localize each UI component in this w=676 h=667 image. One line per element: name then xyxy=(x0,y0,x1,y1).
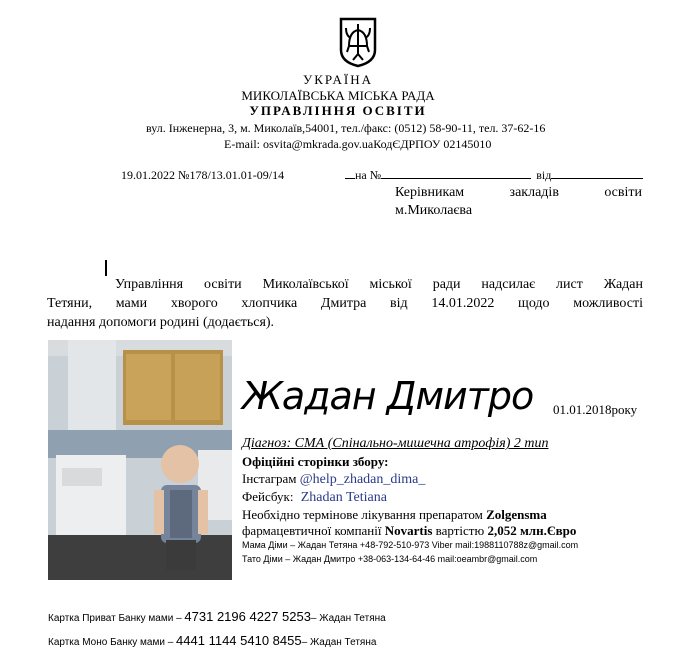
facebook-link[interactable]: Zhadan Tetiana xyxy=(300,490,387,505)
letter-date-number: 19.01.2022 №178/13.01.01-09/14 xyxy=(121,168,285,182)
recipient-line-2: м.Миколаєва xyxy=(395,203,473,218)
mother-contact: Мама Діми – Жадан Тетяна +48-792-510-973 Viber mail:1988110788z@gmail.com xyxy=(242,540,579,550)
card-number: 4731 2196 4227 5253 xyxy=(184,609,311,624)
instagram-row xyxy=(242,471,425,488)
card-line-mono xyxy=(48,633,376,648)
header-email: E-mail: osvita@mkrada.gov.uaКодЄДРПОУ 02145010 xyxy=(224,137,492,151)
cost-label: вартістю xyxy=(432,523,488,538)
to-number-field xyxy=(345,168,643,183)
text-cursor xyxy=(105,260,107,276)
card-prefix: Картка Приват Банку мами – xyxy=(48,613,185,624)
facebook-row xyxy=(242,489,387,506)
company-name: Novartis xyxy=(384,523,433,538)
treatment-company-text: фармацевтичної компанії xyxy=(242,523,385,538)
from-label: від xyxy=(536,168,552,182)
cost-value: 2,052 млн.Євро xyxy=(487,523,577,538)
card-number: 4441 1144 5410 8455 xyxy=(176,633,302,648)
official-pages-label: Офіційні сторінки збору: xyxy=(242,454,389,469)
card-prefix: Картка Моно Банку мами – xyxy=(48,637,177,648)
child-name-heading: Жадан Дмитро xyxy=(242,374,534,418)
body-line-3: надання допомоги родині (додається). xyxy=(47,315,275,330)
facebook-label: Фейсбук: xyxy=(242,489,294,504)
instagram-label: Інстаграм xyxy=(242,471,297,486)
child-photo xyxy=(48,340,232,580)
card-owner: – Жадан Тетяна xyxy=(310,613,386,624)
recipient-line-1: Керівникам закладів освіти xyxy=(395,185,642,200)
birth-date: 01.01.2018року xyxy=(553,402,638,417)
header-department: УПРАВЛІННЯ ОСВІТИ xyxy=(249,103,427,118)
coat-of-arms-emblem xyxy=(338,16,378,68)
to-number-label: на № xyxy=(355,168,382,182)
card-owner: – Жадан Тетяна xyxy=(301,637,377,648)
body-line-2: Тетяни, мами хворого хлопчика Дмитра від 14.01.2022 щодо можливості xyxy=(47,296,643,311)
header-address: вул. Інженерна, 3, м. Миколаїв,54001, тел./факс: (0512) 58-90-11, тел. 37-62-16 xyxy=(146,121,546,135)
treatment-line-2 xyxy=(242,523,576,539)
header-country: УКРАЇНА xyxy=(303,72,373,87)
instagram-link[interactable]: @help_zhadan_dima_ xyxy=(299,472,426,487)
diagnosis-line: Діагноз: СМА (Спінально-мишечна атрофія) 2 тип xyxy=(242,436,549,451)
header-council: МИКОЛАЇВСЬКА МІСЬКА РАДА xyxy=(241,88,435,103)
treatment-line-1 xyxy=(242,507,547,523)
card-line-privat xyxy=(48,609,386,624)
body-line-1: Управління освіти Миколаївської міської ради надсилає лист Жадан xyxy=(115,277,643,292)
father-contact: Тато Діми – Жадан Дмитро +38-063-134-64-46 mail:oeambr@gmail.com xyxy=(242,554,538,564)
drug-name: Zolgensma xyxy=(486,507,547,522)
treatment-text: Необхідно термінове лікування препаратом xyxy=(242,507,487,522)
